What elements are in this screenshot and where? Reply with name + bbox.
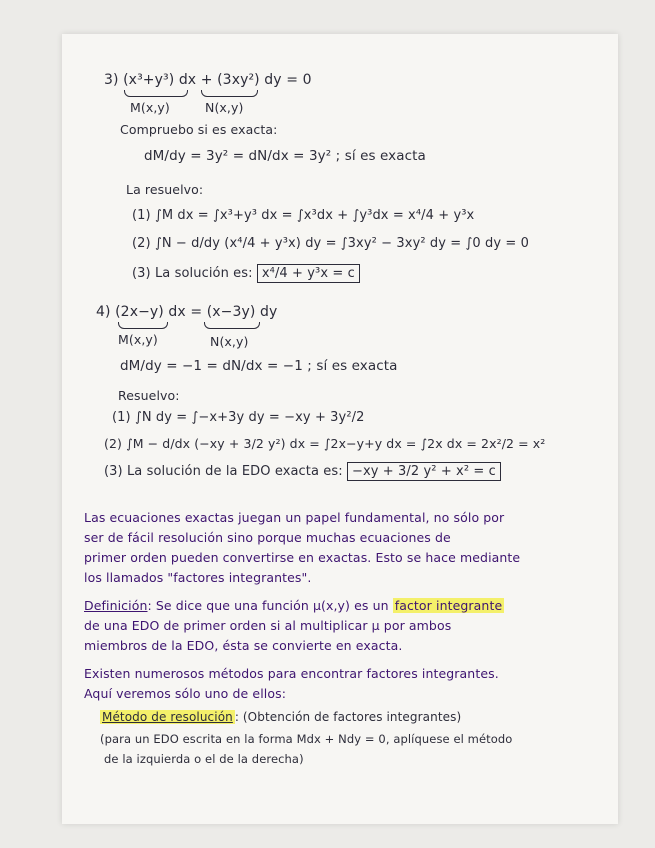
ex4-step2: (2) ∫M − d/dx (−xy + 3/2 y²) dx = ∫2x−y+y dx = ∫2x dx = 2x²/2 = x² xyxy=(104,436,546,451)
intro-line-3: primer orden pueden convertirse en exactas. Esto se hace mediante xyxy=(84,550,521,565)
ex4-solve: Resuelvo: xyxy=(118,388,180,403)
ex3-step3 xyxy=(132,266,360,281)
ex3-label-n: N(x,y) xyxy=(205,100,244,115)
intro-line-1: Las ecuaciones exactas juegan un papel fundamental, no sólo por xyxy=(84,510,505,525)
ex3-check: Compruebo si es exacta: xyxy=(120,122,278,137)
ex4-label-n: N(x,y) xyxy=(210,334,249,349)
definition-line-2: de una EDO de primer orden si al multiplicar μ por ambos xyxy=(84,618,452,633)
intro-line-4: los llamados "factores integrantes". xyxy=(84,570,312,585)
ex4-label-m: M(x,y) xyxy=(118,332,158,347)
ex3-brace-n xyxy=(201,90,258,97)
ex4-brace-n xyxy=(204,322,260,329)
ex3-brace-m xyxy=(124,90,188,97)
definition-text-a: : Se dice que una función μ(x,y) es un xyxy=(147,598,393,613)
metodo-line-3: de la izquierda o el de la derecha) xyxy=(104,752,304,766)
definition-line-3: miembros de la EDO, ésta se convierte en exacta. xyxy=(84,638,403,653)
methods-line-1: Existen numerosos métodos para encontrar factores integrantes. xyxy=(84,666,499,681)
ex4-step1: (1) ∫N dy = ∫−x+3y dy = −xy + 3y²/2 xyxy=(112,410,365,425)
ex3-step2: (2) ∫N − d/dy (x⁴/4 + y³x) dy = ∫3xy² − 3xy² dy = ∫0 dy = 0 xyxy=(132,236,529,251)
ex3-title: 3) (x³+y³) dx + (3xy²) dy = 0 xyxy=(104,72,312,88)
definition-label: Definición xyxy=(84,598,148,613)
definition-line-1 xyxy=(84,598,504,613)
intro-line-2: ser de fácil resolución sino porque muchas ecuaciones de xyxy=(84,530,451,545)
metodo-line-1 xyxy=(100,710,461,724)
metodo-line-2: (para un EDO escrita en la forma Mdx + Ndy = 0, aplíquese el método xyxy=(100,732,513,746)
factor-integrante-highlight: factor integrante xyxy=(394,598,503,613)
ex4-step3-label: (3) La solución de la EDO exacta es: xyxy=(104,464,343,479)
ex3-step1: (1) ∫M dx = ∫x³+y³ dx = ∫x³dx + ∫y³dx = x⁴/4 + y³x xyxy=(132,208,475,223)
metodo-suffix: : (Obtención de factores integrantes) xyxy=(234,710,462,724)
methods-line-2: Aquí veremos sólo uno de ellos: xyxy=(84,686,287,701)
ex4-answer-box: −xy + 3/2 y² + x² = c xyxy=(347,462,501,481)
ex4-brace-m xyxy=(118,322,168,329)
notebook-page xyxy=(62,34,618,824)
ex3-exact: dM/dy = 3y² = dN/dx = 3y² ; sí es exacta xyxy=(144,148,426,164)
ex4-step3 xyxy=(104,464,501,479)
ex3-answer-box: x⁴/4 + y³x = c xyxy=(257,264,360,283)
ex4-title: 4) (2x−y) dx = (x−3y) dy xyxy=(96,304,278,320)
ex3-solve: La resuelvo: xyxy=(126,182,204,197)
metodo-label: Método de resolución xyxy=(102,710,233,724)
ex3-label-m: M(x,y) xyxy=(130,100,170,115)
ex4-exact: dM/dy = −1 = dN/dx = −1 ; sí es exacta xyxy=(120,358,398,374)
ex3-step3-label: (3) La solución es: xyxy=(132,266,253,281)
